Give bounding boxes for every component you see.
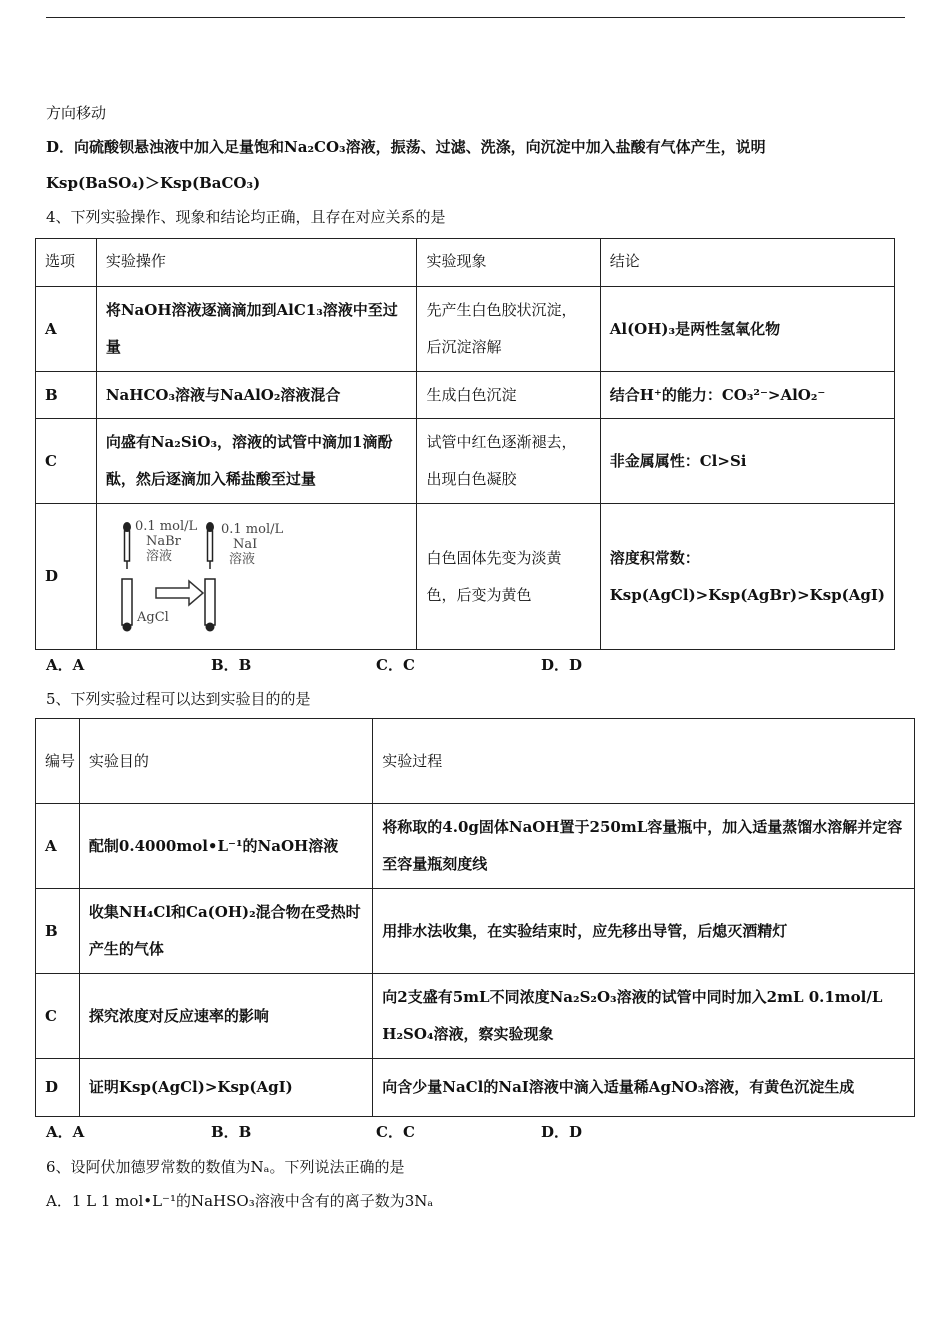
test-tube-right [205, 579, 215, 632]
figure-solid-label: AgCl [136, 609, 169, 625]
q5-row-d [36, 1059, 915, 1117]
header-rule [46, 17, 905, 18]
figure-label-2: 0.1 mol/L [220, 521, 283, 537]
q3-option-d-line2: Ksp(BaSO₄)＞Ksp(BaCO₃) [46, 174, 261, 192]
q5-row-b-goal: 收集NH₄Cl和Ca(OH)₂混合物在受热时产生的气体 [79, 889, 372, 974]
q4-row-d-phenomenon: 白色固体先变为淡黄色，后变为黄色 [417, 504, 600, 650]
q4-choice-b[interactable]: B．B [211, 656, 252, 674]
q5-row-b [36, 889, 915, 974]
q4-row-b [36, 372, 895, 419]
q4-choice-c[interactable]: C．C [376, 656, 415, 674]
q4-choice-a[interactable]: A．A [46, 656, 85, 674]
q5-header-process: 实验过程 [373, 719, 915, 804]
q4-row-c-option: C [36, 419, 97, 504]
q5-choice-b[interactable]: B．B [211, 1123, 252, 1141]
q4-row-c [36, 419, 895, 504]
q4-row-a-phenomenon: 先产生白色胶状沉淀，后沉淀溶解 [417, 287, 600, 372]
q4-row-d [36, 504, 895, 650]
q4-row-b-phenomenon: 生成白色沉淀 [417, 372, 600, 419]
figure-word-1: 溶液 [145, 548, 172, 564]
q4-row-a-operation: 将NaOH溶液逐滴滴加到AlC1₃溶液中至过量 [96, 287, 417, 372]
q4-table [35, 238, 895, 650]
q4-header-option: 选项 [36, 239, 97, 287]
q6-stem: 6、设阿伏加德罗常数的数值为Nₐ。下列说法正确的是 [46, 1158, 405, 1176]
q4-choice-d[interactable]: D．D [541, 656, 583, 674]
q5-table [35, 718, 915, 1117]
test-tube-left [122, 579, 132, 632]
q5-row-c-goal: 探究浓度对反应速率的影响 [79, 974, 372, 1059]
q4-row-c-phenomenon: 试管中红色逐渐褪去，出现白色凝胶 [417, 419, 600, 504]
figure-label-1: 0.1 mol/L [134, 518, 197, 534]
q4-row-d-conclusion: 溶度积常数：Ksp(AgCl)>Ksp(AgBr)>Ksp(AgI) [600, 504, 894, 650]
q5-row-a-id: A [36, 804, 80, 889]
q4-row-d-option: D [36, 504, 97, 650]
q4-header-conclusion: 结论 [600, 239, 894, 287]
dropper-right [206, 522, 214, 569]
q4-row-a-conclusion: Al(OH)₃是两性氢氧化物 [600, 287, 894, 372]
q5-row-b-process: 用排水法收集，在实验结束时，应先移出导管，后熄灭酒精灯 [373, 889, 915, 974]
q5-row-a-process: 将称取的4.0g固体NaOH置于250mL容量瓶中，加入适量蒸馏水溶解并定容至容量瓶刻度线 [373, 804, 915, 889]
q5-row-b-id: B [36, 889, 80, 974]
q4-row-d-operation [96, 504, 417, 650]
q4-row-b-option: B [36, 372, 97, 419]
q5-stem: 5、下列实验过程可以达到实验目的的是 [46, 690, 311, 708]
q5-row-c [36, 974, 915, 1059]
q5-header-goal: 实验目的 [79, 719, 372, 804]
q4-row-c-operation: 向盛有Na₂SiO₃，溶液的试管中滴加1滴酚酞，然后逐滴加入稀盐酸至过量 [96, 419, 417, 504]
q5-row-d-goal: 证明Ksp(AgCl)>Ksp(AgI) [79, 1059, 372, 1117]
q5-choice-a[interactable]: A．A [46, 1123, 85, 1141]
q6-option-a: A．1 L 1 mol•L⁻¹的NaHSO₃溶液中含有的离子数为3Nₐ [46, 1192, 434, 1210]
q5-choice-d[interactable]: D．D [541, 1123, 583, 1141]
q5-choice-c[interactable]: C．C [376, 1123, 415, 1141]
q4-header-phenomenon: 实验现象 [417, 239, 600, 287]
q5-row-c-id: C [36, 974, 80, 1059]
figure-reagent-2: NaI [232, 536, 258, 552]
q5-row-a-goal: 配制0.4000mol•L⁻¹的NaOH溶液 [79, 804, 372, 889]
q4-header-operation: 实验操作 [96, 239, 417, 287]
q3-option-d-line1: D．向硫酸钡悬浊液中加入足量饱和Na₂CO₃溶液，振荡、过滤、洗涤，向沉淀中加入盐酸有气体产生，说明 [46, 138, 766, 156]
q5-choices [46, 1121, 706, 1142]
dropper-left [123, 522, 131, 569]
q5-row-a [36, 804, 915, 889]
q5-row-c-process: 向2支盛有5mL不同浓度Na₂S₂O₃溶液的试管中同时加入2mL 0.1mol/L H₂SO₄溶液，察实验现象 [373, 974, 915, 1059]
test-tube-diagram [111, 517, 311, 637]
q4-choices [46, 654, 706, 675]
q5-header-id: 编号 [36, 719, 80, 804]
arrow-icon [156, 581, 203, 605]
q4-row-a [36, 287, 895, 372]
q4-row-c-conclusion: 非金属属性：Cl>Si [600, 419, 894, 504]
top-fragment: 方向移动 [46, 104, 107, 122]
figure-word-2: 溶液 [228, 551, 255, 567]
q5-header-row [36, 719, 915, 804]
q5-row-d-process: 向含少量NaCl的NaI溶液中滴入适量稀AgNO₃溶液，有黄色沉淀生成 [373, 1059, 915, 1117]
figure-reagent-1: NaBr [145, 533, 181, 549]
q4-row-b-conclusion: 结合H⁺的能力：CO₃²⁻>AlO₂⁻ [600, 372, 894, 419]
q4-stem: 4、下列实验操作、现象和结论均正确，且存在对应关系的是 [46, 208, 446, 226]
q4-row-a-option: A [36, 287, 97, 372]
q4-header-row [36, 239, 895, 287]
q5-row-d-id: D [36, 1059, 80, 1117]
q4-row-b-operation: NaHCO₃溶液与NaAlO₂溶液混合 [96, 372, 417, 419]
